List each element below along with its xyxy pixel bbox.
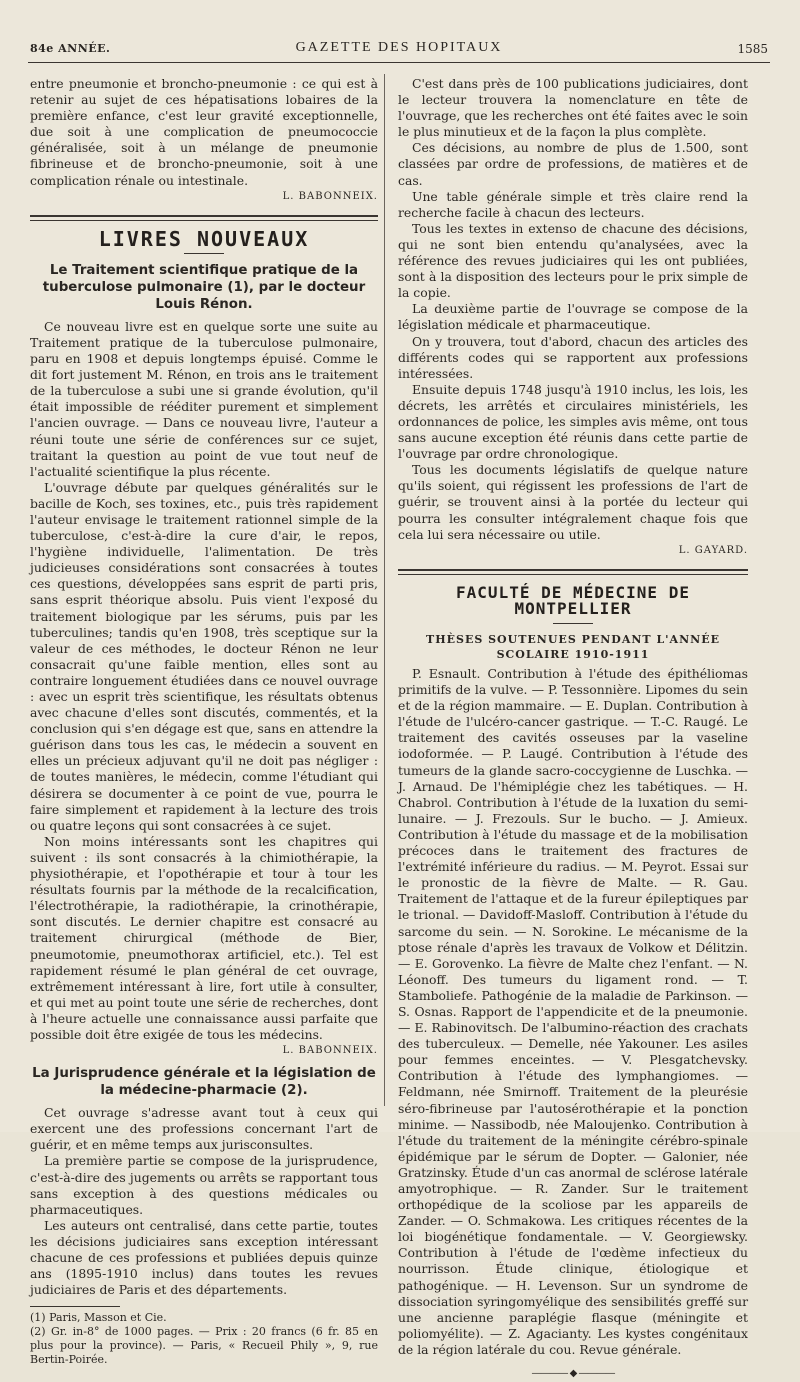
book2-cont-3: Une table générale simple et très claire rend la recherche facile à chacun des lecteurs. <box>398 188 748 220</box>
book2-cont-7: Ensuite depuis 1748 jusqu'à 1910 inclus, les lois, les décrets, les arrêtés et circulaires ministériels, les ordonnances de police, les simples avis même, ont tous sans aucune exception été réunis dans cette partie de l'ouvrage par ordre chronologique. <box>398 381 748 462</box>
book1-title: Le Traitement scientifique pratique de la tuberculose pulmonaire (1), par le docteur Louis Rénon. <box>42 262 366 312</box>
book2-cont-6: On y trouvera, tout d'abord, chacun des articles des différents codes qui se rapportent aux professions intéressées. <box>398 333 748 381</box>
theses-list <box>398 666 748 1358</box>
running-head <box>30 38 768 64</box>
footnote-1: (1) Paris, Masson et Cie. <box>30 1311 167 1325</box>
heading-underline <box>184 253 224 254</box>
book2-signature: L. GAYARD. <box>678 544 748 556</box>
book2-cont-1: C'est dans près de 100 publications judiciaires, dont le lecteur trouvera la nomenclature en tête de l'ouvrage, que les recherches ont été faites avec le soin le plus minutieux et de la façon la plus complète. <box>398 76 748 140</box>
section-rule-right <box>398 569 748 575</box>
footnote-2: (2) Gr. in-8° de 1000 pages. — Prix : 20 francs (6 fr. 85 en plus pour la province). — Paris, « Recueil Phily », 9, rue Bertin-Poirée. <box>30 1325 378 1367</box>
book2-title: La Jurisprudence générale et la législation de la médecine-pharmacie (2). <box>32 1066 376 1099</box>
book2-cont-5: La deuxième partie de l'ouvrage se compose de la législation médicale et pharmaceutique. <box>398 301 748 333</box>
book2-cont-4: Tous les textes in extenso de chacune des décisions, qui ne sont bien entendu qu'analysées, avec la référence des revues judiciaires qui les ont publiées, sont à la disposition des lecteurs pour le prix simple de la copie. <box>398 220 748 301</box>
end-ornament: ———— ◆ ———— <box>531 1368 615 1380</box>
book2-paragraph-3: Les auteurs ont centralisé, dans cette partie, toutes les décisions judiciaires sans exception intéressant chacune de ces professions et publiées depuis quinze ans (1895-1910 inclus) dans toutes les revues judiciaires de Paris et des départements. <box>30 1217 378 1298</box>
theses-title: THÈSES SOUTENUES PENDANT L'ANNÉE SCOLAIRE 1910-1911 <box>426 633 720 661</box>
header-rule <box>28 62 770 63</box>
footnote-rule <box>30 1306 120 1307</box>
faculty-heading: FACULTÉ DE MÉDECINE DE MONTPELLIER <box>456 582 690 618</box>
book2-cont-2: Ces décisions, au nombre de plus de 1.500, sont classées par ordre de professions, de matières et de cas. <box>398 140 748 188</box>
intro-signature: L. BABONNEIX. <box>282 190 378 202</box>
volume-label: 84e ANNÉE. <box>30 42 111 55</box>
section-rule <box>30 215 378 221</box>
page-number: 1585 <box>737 42 768 56</box>
book1-paragraph-1: Ce nouveau livre est en quelque sorte une suite au Traitement pratique de la tuberculose pulmonaire, paru en 1908 et depuis longtemps épuisé. Comme le dit fort justement M. Rénon, en trois ans le traitement de la tuberculose a subi une si grande évolution, qu'il était impossible de rééditer purement et simplement l'ancien ouvrage. — Dans ce nouveau livre, l'auteur a réuni toute une série de conférences sur ce sujet, traitant la question au point de vue tout neuf de l'actualité scientifique la plus récente. <box>30 318 378 479</box>
book1-paragraph-2: L'ouvrage débute par quelques généralités sur le bacille de Koch, ses toxines, etc., puis très rapidement l'auteur envisage le traitement rationnel simple de la tuberculose, c'est-à-dire la cure d'air, le repos, l'hygiène individuelle, l'alimentation. De très judicieuses considérations sont consacrées à toutes ces questions, développées sans esprit de parti pris, sans esprit théorique absolu. Puis vient l'exposé du traitement biologique par les sérums, puis par les tuberculines; tandis qu'en 1908, très sceptique sur la valeur de ces méthodes, le docteur Rénon ne leur consacrait qu'une faible mention, elles sont au contraire longuement étudiées dans ce nouvel ouvrage : avec un esprit très scientifique, les résultats obtenus avec chacune d'elles sont discutés, commentés, et la conclusion qui s'en dégage est que, sans en attendre la guérison dans tous les cas, le médecin a souvent en elles un précieux adjuvant qu'il ne doit pas négliger : de toutes manières, le médecin, comme l'étudiant qui désirera se documenter à ce point de vue, pourra le faire simplement et rapidement à la lecture des trois ou quatre leçons qui sont consacrées à ce sujet. <box>30 479 378 833</box>
column-divider <box>384 74 385 1106</box>
theses-text: P. Esnault. Contribution à l'étude des épithéliomas primitifs de la vulve. — P. Tessonnière. Lipomes du sein et de la région mammaire. — E. Duplan. Contribution à l'étude de l'ulcéro-cancer gastrique. — T.-C. Raugé. Le traitement des cavités osseuses par la vaseline iodoformée. — P. Laugé. Contribution à l'étude des tumeurs de la glande sacro-coccygienne de Luschka. — J. Arnaud. De l'hémiplégie chez les tabétiques. — H. Chabrol. Contribution à l'étude de la luxation du semi-lunaire. — J. Frezouls. Sur le bucho. — J. Amieux. Contribution à l'étude du massage et de la mobilisation précoces dans le traitement des fractures de l'extrémité inférieure du radius. — M. Peyrot. Essai sur le pronostic de la fièvre de Malte. — R. Gau. Traitement de l'attaque et de la fureur épileptiques par le trional. — Davidoff-Masloff. Contribution à l'étude du sarcome du sein. — N. Sorokine. Le mécanisme de la ptose rénale d'après les travaux de Volkow et Délitzin. — E. Gorovenko. La fièvre de Malte chez l'enfant. — N. Léonoff. Des tumeurs du ligament rond. — T. Stamboliefe. Pathogénie de la maladie de Parkinson. — S. Osnas. Rapport de l'appendicite et de la pneumonie. — E. Rabinovitsch. De l'albumino-réaction des crachats des tuberculeux. — Demelle, née Yakouner. Les asiles pour femmes enceintes. — V. Plesgatchevsky. Contribution à l'étude des lymphangiomes. — Feldmann, née Smirnoff. Traitement de la pleurésie séro-fibrineuse par l'autosérothérapie et la ponction minime. — Nassibodb, née Maloujenko. Contribution à l'étude du traitement de la méningite cérébro-spinale épidémique par le sérum de Dopter. — Galonier, née Gratzinsky. Étude d'un cas anormal de sclérose latérale amyotrophique. — R. Zander. Sur le traitement orthopédique de la scoliose par les appareils de Zander. — O. Schmakowa. Les critiques récentes de la loi biogénétique fondamentale. — V. Georgiewsky. Contribution à l'étude de l'œdème infectieux du nourrisson. Étude clinique, étiologique et pathogénique. — H. Levenson. Sur un syndrome de dissociation syringomyélique des sensibilités greffé sur une ancienne paraplégie flasque (méningite et poliomyélite). — Z. Agacianty. Les kystes congénitaux de la région latérale du cou. Revue générale. <box>398 666 748 1357</box>
right-column <box>398 76 748 1382</box>
book1-signature: L. BABONNEIX. <box>282 1045 378 1057</box>
left-column <box>30 76 378 1367</box>
book1-paragraph-3: Non moins intéressants sont les chapitres qui suivent : ils sont consacrés à la chimiothérapie, la physiothérapie, et l'opothérapie et tour à tour les résultats fournis par la méthode de la recalcification, l'électrothérapie, la radiothérapie, la crinothérapie, sont discutés. Le dernier chapitre est consacré au traitement chirurgical (méthode de Bier, pneumotomie, pneumothorax artificiel, etc.). Tel est rapidement résumé le plan général de cet ouvrage, extrêmement intéressant à lire, fort utile à consulter, et qui met au point toute une série de recherches, dont à l'heure actuelle une connaissance aussi parfaite que possible doit être exigée de tous les médecins. <box>30 833 378 1042</box>
publication-title: GAZETTE DES HOPITAUX <box>295 40 503 55</box>
section-heading: LIVRES NOUVEAUX <box>98 226 310 251</box>
faculty-heading-underline <box>553 623 593 624</box>
book2-paragraph-1: Cet ouvrage s'adresse avant tout à ceux qui exercent une des professions concernant l'art de guérir, et en même temps aux jurisconsultes. <box>30 1105 378 1153</box>
book2-cont-8: Tous les documents législatifs de quelque nature qu'ils soient, qui régissent les professions de l'art de guérir, se trouvent ainsi à la portée du lecteur qui pourra les consulter intégralement chaque fois que cela lui sera nécessaire ou utile. <box>398 462 748 542</box>
book2-paragraph-2: La première partie se compose de la jurisprudence, c'est-à-dire des jugements ou arrêts se rapportant tous sans exception à des questions médicales ou pharmaceutiques. <box>30 1153 378 1217</box>
intro-paragraph: entre pneumonie et broncho-pneumonie : ce qui est à retenir au sujet de ces hépatisations lobaires de la première enfance, c'est leur gravité exceptionnelle, due soit à une complication de pneumococcie généralisée, soit à un mélange de pneumonie fibrineuse et de broncho-pneumonie, soit à une complication rénale ou intestinale. <box>30 76 378 188</box>
